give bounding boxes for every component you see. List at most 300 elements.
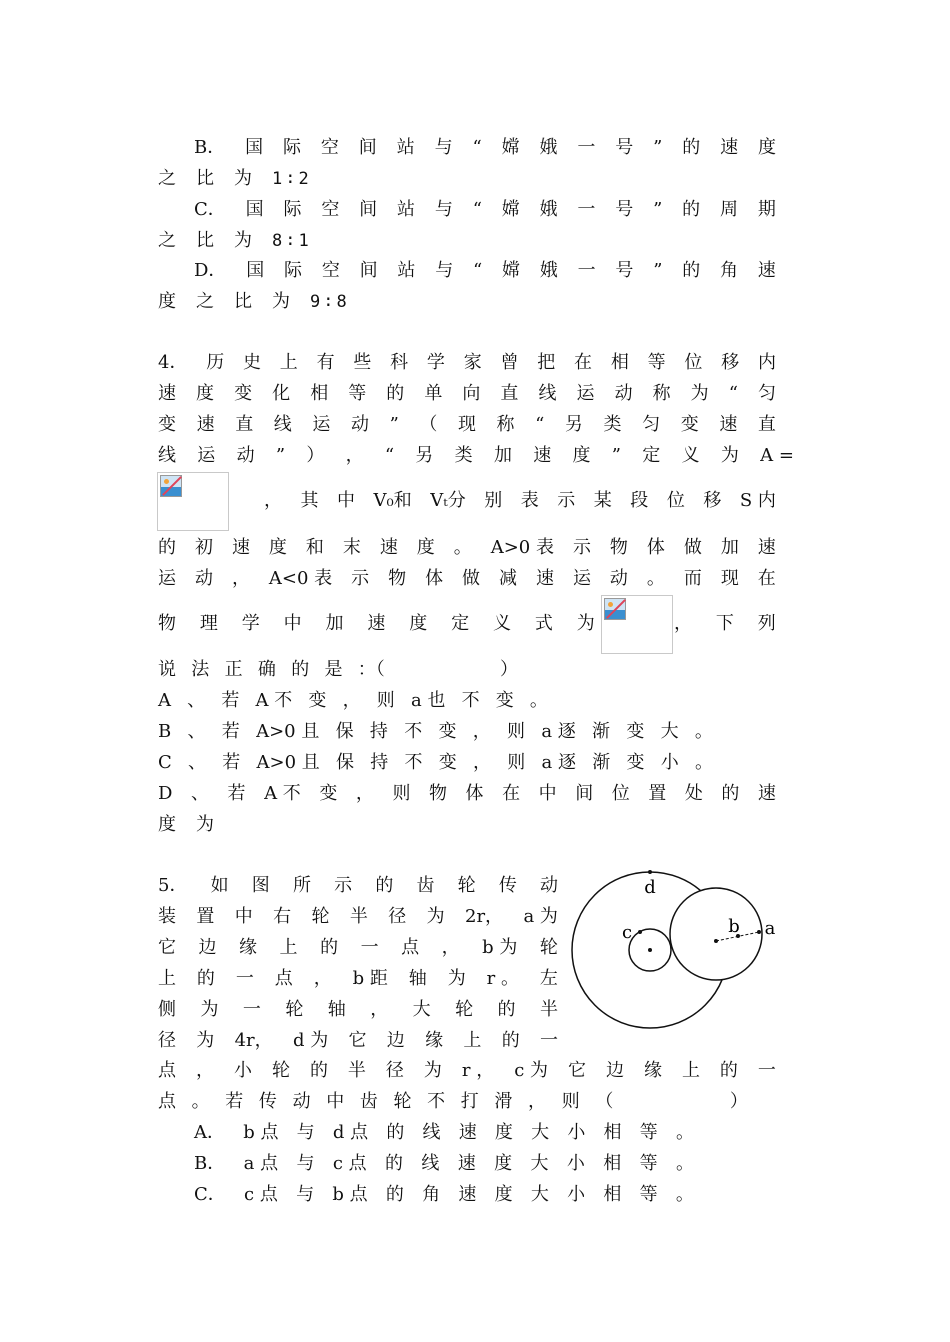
text-token: 运 [312,414,331,435]
text-token: ， [345,445,364,466]
text-token: 4r， [234,1030,273,1051]
text-token: 直 [235,414,254,435]
text-token: 初 [194,537,213,558]
text-token: 说 [158,659,176,680]
text-token: 为 [234,168,252,189]
text-token: 比 [196,168,214,189]
text-token: C． [194,199,226,220]
text-token: ” [653,260,663,281]
text-token: 娥 [539,260,558,281]
text-token: 式 [534,613,553,634]
q3-option-c-ratio: 8∶1 [272,231,312,251]
text-token: 速 [457,1153,476,1174]
q5-line-7 [158,1059,776,1083]
text-token: 大 [530,1184,549,1205]
text-token: 为 [576,613,595,634]
text-token: ， [231,568,250,589]
text-token: 速 [757,260,776,281]
q4-option-d-line1 [158,782,776,806]
text-token: 站 [396,137,415,158]
text-token: ， [313,968,332,989]
text-token: 的 [291,659,310,680]
text-token: ：（ [357,659,385,680]
text-token: 的 [386,1122,405,1143]
text-token: 动 [236,445,255,466]
text-token: 移 [721,352,740,373]
text-token: 站 [397,260,416,281]
text-token: 物 [609,537,628,558]
text-token: 渐 [592,721,611,742]
text-token: 传 [258,1091,277,1112]
text-token: 法 [191,659,210,680]
text-token: 保 [335,721,354,742]
text-token: 的 [682,199,701,220]
text-token: V₀和 [373,490,412,511]
text-token: Vₜ分 [430,490,466,511]
text-token: 国 [245,137,264,158]
text-token: 家 [463,352,482,373]
text-token: 如 [210,875,229,896]
text-token: 一 [577,260,596,281]
text-token: 称 [496,414,515,435]
text-token: 际 [284,260,303,281]
text-token: 示 [334,875,353,896]
point-a [757,930,761,934]
text-token: 则 [392,783,411,804]
text-token: 保 [336,752,355,773]
text-token: 与 [435,260,454,281]
text-token: 的 [375,875,394,896]
text-token: “ [472,137,482,158]
text-token [433,658,451,682]
text-token: 一 [577,137,596,158]
text-token: 轴 [327,999,346,1020]
text-token: “ [535,414,545,435]
text-token: 一 [757,1060,776,1081]
text-token: 周 [720,199,738,220]
text-token: 定 [642,445,661,466]
q4-line-6 [158,536,776,560]
text-token: 。 [191,1091,210,1112]
text-token: 半 [349,906,368,927]
text-token: ） [306,445,325,466]
text-token: 点 [158,1091,176,1112]
text-token: 速 [719,414,738,435]
text-token: 一 [242,999,261,1020]
text-token: 另 [415,445,434,466]
text-token: ” [653,199,663,220]
text-token: 嫦 [502,260,521,281]
text-token: A<0 表 [268,568,333,589]
text-token: 理 [199,613,218,634]
text-token: 2r， [465,906,504,927]
text-token: 小 [660,752,679,773]
text-token: 而 [683,568,702,589]
text-token: 缘 [425,1030,444,1051]
text-token: ， [264,490,282,511]
text-token: ） [729,1091,748,1112]
text-token: 缘 [643,1060,662,1081]
text-token: 做 [683,537,702,558]
text-token: 列 [757,613,776,634]
text-token: 变 [234,383,253,404]
text-token: 义 [681,445,700,466]
text-token: 做 [462,568,481,589]
label-c: c [621,922,633,943]
text-token: 则 [376,690,395,711]
text-token: 空 [321,260,340,281]
text-token: 匀 [642,414,661,435]
text-token: 齿 [416,875,435,896]
text-token: 。 [694,721,713,742]
text-token: 定 [451,613,470,634]
text-token: 的 [682,260,701,281]
text-token: 号 [615,199,634,220]
text-token: 度 [268,537,287,558]
text-token: 线 [273,414,292,435]
text-token: 、 [190,783,209,804]
text-token: 物 [388,568,407,589]
formula-image-a-standard [601,595,673,654]
text-token: a 也 [410,690,446,711]
q3-option-d-line1 [194,259,776,283]
text-token: 则 [507,752,526,773]
text-token: ” [389,414,399,435]
text-token: 加 [325,613,344,634]
text-token: 在 [502,783,521,804]
text-token: 大 [530,1153,549,1174]
text-token: 空 [320,137,339,158]
text-token: 度 [158,814,176,835]
text-token: 示 [572,537,591,558]
text-token: 号 [615,260,634,281]
text-token: 侧 [158,999,176,1020]
text-token: 有 [316,352,335,373]
text-token: 确 [257,659,276,680]
text-token: 装 [158,906,176,927]
text-token: 位 [611,783,630,804]
text-token: ， [355,783,374,804]
text-token: 为 [720,445,739,466]
text-token: 一 [577,199,596,220]
text-token: 类 [603,414,622,435]
q3-option-c-line2 [158,229,776,253]
text-token: 国 [246,260,265,281]
text-token: 若 [221,690,240,711]
text-token: 在 [574,352,593,373]
q5-line-6 [158,1029,558,1053]
text-token: 类 [454,445,473,466]
q4-option-d-line2 [158,813,214,837]
text-token: 减 [499,568,518,589]
text-token: 不 [404,721,423,742]
text-token: 曾 [500,352,519,373]
q4-option-a [158,689,548,713]
text-token: 动 [614,383,633,404]
text-token: 线 [421,1153,440,1174]
text-token: 速 [535,568,554,589]
text-token: 与 [434,137,453,158]
text-token: 变 [438,721,457,742]
text-token: 与 [296,1184,315,1205]
text-token: 向 [462,383,481,404]
text-token: 所 [292,875,311,896]
text-token: 上 [279,352,298,373]
text-token: 些 [353,352,372,373]
text-token: 为 [447,968,466,989]
text-token: 轮 [271,1060,290,1081]
text-token: 一 [539,1030,558,1051]
text-token: A． [194,1122,225,1143]
text-token: ” [653,137,663,158]
text-token: 是 [324,659,343,680]
text-token: 直 [757,414,776,435]
q4-line-7 [158,567,776,591]
text-token: C [158,752,172,773]
text-token: 4． [158,352,188,373]
text-token: 科 [390,352,409,373]
text-token: A>0 表 [490,537,554,558]
text-token: 一 [235,968,254,989]
q5-option-c [194,1183,694,1207]
text-token: 与 [296,1153,315,1174]
text-token: 它 [158,937,176,958]
text-token: d 为 [292,1030,329,1051]
text-token: 半 [539,999,558,1020]
text-token: 速 [720,137,739,158]
text-token: 一 [360,937,379,958]
text-token: 体 [465,783,484,804]
text-token: A = [760,445,794,466]
text-token: 其 [300,490,319,511]
text-token: 。 [646,568,665,589]
text-token: 为 [423,1060,442,1081]
text-token: 物 [429,783,447,804]
text-token: 速 [458,1184,477,1205]
text-token: 变 [626,721,645,742]
text-token: b 距 [352,968,388,989]
q4-option-b [158,720,713,744]
text-token: B． [194,1153,226,1174]
text-token: 不 [404,752,423,773]
text-token: 学 [241,613,260,634]
text-token: 。 [676,1153,694,1174]
text-token: 5． [158,875,188,896]
text-token: d 点 [332,1122,369,1143]
label-a: a [764,918,776,939]
text-token: 间 [359,260,378,281]
text-token: 径 [388,906,407,927]
text-token: 加 [720,537,739,558]
text-token: B [158,721,172,742]
text-token: 中 [337,490,356,511]
text-token: 历 [206,352,225,373]
q4-line-5 [264,489,776,513]
text-token: 的 [501,1030,520,1051]
text-token: r ， [461,1060,495,1081]
text-token: 渐 [592,752,611,773]
text-token: 与 [434,199,453,220]
text-token: 相 [603,1122,622,1143]
text-token: ， [528,1091,547,1112]
text-token: 相 [603,1153,622,1174]
text-token: C． [194,1184,226,1205]
text-token [696,1090,714,1114]
text-token: 运 [576,383,595,404]
text-token: 比 [234,291,252,312]
text-token: 变 [319,783,338,804]
text-token: 。 [675,1184,694,1205]
text-token: 示 [351,568,370,589]
text-token: 、 [187,721,206,742]
q4-line-1 [158,351,776,375]
text-token: 处 [684,783,703,804]
text-token: A>0 且 [256,752,320,773]
text-token: 动 [350,414,369,435]
text-token: 右 [273,906,292,927]
text-token: 直 [500,383,519,404]
text-token: A [158,690,171,711]
text-token: 度 [758,137,776,158]
text-token: 边 [386,1030,405,1051]
text-token: 为 [196,1030,215,1051]
q4-line-9 [158,658,518,682]
text-token: 点 [401,937,420,958]
text-token: D． [194,260,227,281]
text-token: 娥 [539,199,558,220]
text-token: （ [595,1091,614,1112]
text-token: 度 [494,1153,513,1174]
text-token: c 点 [244,1184,278,1205]
text-token: 若 [225,1091,244,1112]
text-token: 义 [493,613,511,634]
text-token: 际 [283,137,302,158]
text-token: 末 [342,537,361,558]
text-token: 齿 [359,1091,378,1112]
text-token: 示 [557,490,576,511]
text-token: 度 [572,445,591,466]
text-token: 等 [639,1184,658,1205]
text-token: D [158,783,173,804]
text-token: 速 [231,537,250,558]
text-token: 匀 [757,383,776,404]
text-token: 变 [495,690,514,711]
text-token: 上 [681,1060,700,1081]
text-token: A 不 [255,690,293,711]
text-token: A>0 且 [256,721,320,742]
text-token: 的 [719,1060,738,1081]
text-token [467,658,485,682]
text-token: 动 [194,568,213,589]
text-token: 置 [196,906,215,927]
text-token: 现 [720,568,739,589]
text-token: 等 [639,1153,658,1174]
text-token: 史 [243,352,262,373]
text-token: 持 [370,752,389,773]
text-token: 动 [292,1091,311,1112]
text-token: 与 [296,1122,315,1143]
text-token: 空 [321,199,340,220]
text-token: 度 [158,291,176,312]
text-token: 置 [648,783,667,804]
text-token: 轮 [539,937,558,958]
text-token: ， [472,721,491,742]
text-token: 称 [652,383,671,404]
q3-option-b-ratio: 1∶2 [272,169,312,189]
text-token: b 点 [332,1184,368,1205]
q5-line-5 [158,998,558,1022]
text-token: S 内 [739,490,776,511]
text-token: 比 [196,230,214,251]
text-token: 在 [757,568,776,589]
text-token: 某 [593,490,612,511]
text-token [629,1090,647,1114]
q3-option-d-line2 [158,290,776,314]
text-token: 点 [158,1060,176,1081]
text-token: 中 [234,906,253,927]
q5-option-a [194,1121,694,1145]
text-token: 速 [458,1122,477,1143]
text-token: 。 [529,690,548,711]
text-token: 为 [196,814,214,835]
text-token: 度 [494,1184,513,1205]
text-token: 图 [251,875,270,896]
text-token: 它 [567,1060,586,1081]
q5-line-3 [158,936,558,960]
text-token: 单 [424,383,443,404]
text-token: 变 [438,752,457,773]
text-token: 等 [639,1122,658,1143]
text-token: 径 [385,1060,404,1081]
text-token: ， [473,752,492,773]
text-token: 体 [646,537,665,558]
text-token: 轮 [285,999,304,1020]
text-token: 速 [158,383,176,404]
text-token: 轮 [393,1091,412,1112]
text-token: 相 [603,1184,622,1205]
text-token: 线 [538,383,557,404]
text-token: A 不 [264,783,301,804]
text-token: 速 [196,414,215,435]
text-token: 位 [684,352,703,373]
q4-line-8 [158,612,776,636]
text-token: “ [472,199,482,220]
text-token: 轴 [408,968,427,989]
text-token: 径 [158,1030,176,1051]
center-dot-left [648,948,652,952]
text-token: 度 [409,613,428,634]
text-token: 相 [610,352,629,373]
text-token: ， [441,937,460,958]
label-d: d [644,877,656,898]
text-token: 若 [221,721,240,742]
text-token: ， [370,999,389,1020]
text-token: 滑 [494,1091,513,1112]
text-token: 上 [463,1030,482,1051]
text-token: 位 [666,490,685,511]
text-token: ， [195,1060,214,1081]
text-token: 的 [196,968,215,989]
text-token: 。 [675,1122,694,1143]
text-token: 间 [575,783,594,804]
text-token: 和 [305,537,324,558]
text-token: 物 [158,613,176,634]
text-token: 半 [347,1060,366,1081]
text-token: 大 [412,999,431,1020]
text-token: 大 [531,1122,550,1143]
text-token: 间 [359,199,378,220]
text-token: 速 [533,445,552,466]
